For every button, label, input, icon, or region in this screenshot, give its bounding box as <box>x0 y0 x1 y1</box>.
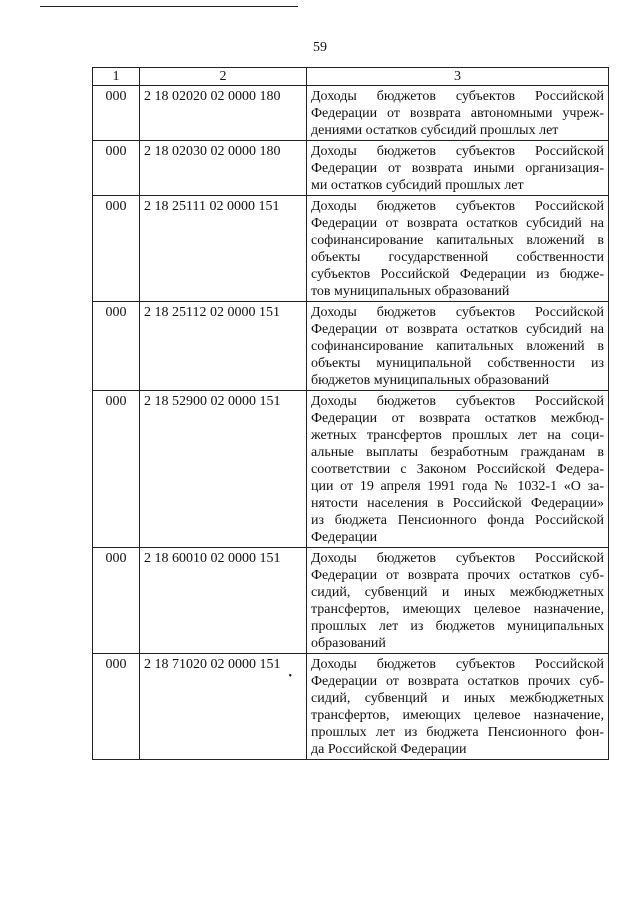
admin-code-cell: 000 <box>93 654 140 760</box>
description-line: Федерации от возврата остатков субсидий на <box>311 216 604 231</box>
classification-code-cell: 2 18 25112 02 0000 151 <box>140 302 307 391</box>
table-body <box>93 86 609 760</box>
description-line: альные выплаты безработным гражданам в <box>311 445 604 460</box>
description-line: Доходы бюджетов субъектов Российской <box>311 144 604 159</box>
description-line: Федерации от возврата остатков субсидий на <box>311 322 604 337</box>
description-cell <box>307 86 609 141</box>
description-line: сидий, субвенций и иных межбюджетных <box>311 691 604 706</box>
classification-code-cell: 2 18 60010 02 0000 151 <box>140 548 307 654</box>
description-line: Федерации <box>311 530 378 545</box>
dot-mark: • <box>288 671 292 682</box>
classification-code-text: 2 18 71020 02 0000 151 <box>144 657 281 672</box>
page-number: 59 <box>313 40 327 55</box>
description-cell <box>307 391 609 548</box>
description-line: нятости населения в Российской Федерации» <box>311 496 604 511</box>
admin-code-cell: 000 <box>93 548 140 654</box>
classification-code-cell: 2 18 52900 02 0000 151 <box>140 391 307 548</box>
description-line: софинансирование капитальных вложений в <box>311 233 604 248</box>
description-line: тов муниципальных образований <box>311 284 510 299</box>
admin-code-cell: 000 <box>93 196 140 302</box>
description-line: ции от 19 апреля 1991 года № 1032-1 «О за- <box>311 479 604 494</box>
description-line: Федерации от возврата прочих остатков суб- <box>311 568 604 583</box>
description-line: прошлых лет из бюджета Пенсионного фон- <box>311 725 604 740</box>
column-header-2: 2 <box>140 68 307 86</box>
description-line: трансфертов, имеющих целевое назначение, <box>311 602 604 617</box>
table-row <box>93 548 609 654</box>
description-line: трансфертов, имеющих целевое назначение, <box>311 708 604 723</box>
description-line: сидий, субвенций и иных межбюджетных <box>311 585 604 600</box>
description-line: объекты муниципальной собственности из <box>311 356 604 371</box>
description-line: из бюджета Пенсионного фонда Российской <box>311 513 604 528</box>
column-header-3: 3 <box>307 68 609 86</box>
description-line: образований <box>311 636 386 651</box>
description-cell <box>307 548 609 654</box>
description-line: софинансирование капитальных вложений в <box>311 339 604 354</box>
classification-code-cell: 2 18 25111 02 0000 151 <box>140 196 307 302</box>
description-cell <box>307 196 609 302</box>
description-line: Доходы бюджетов субъектов Российской <box>311 394 604 409</box>
table-row <box>93 654 609 760</box>
description-line: Доходы бюджетов субъектов Российской <box>311 89 604 104</box>
description-line: Федерации от возврата автономными учреж- <box>311 106 604 121</box>
description-cell <box>307 141 609 196</box>
description-line: Федерации от возврата остатков прочих суб- <box>311 674 604 689</box>
table-header-row <box>93 68 609 86</box>
admin-code-cell: 000 <box>93 391 140 548</box>
table-row <box>93 196 609 302</box>
table-row <box>93 302 609 391</box>
table-row <box>93 86 609 141</box>
budget-classification-table <box>92 67 609 760</box>
description-line: субъектов Российской Федерации из бюдже- <box>311 267 604 282</box>
admin-code-cell: 000 <box>93 302 140 391</box>
description-cell <box>307 302 609 391</box>
table-row <box>93 141 609 196</box>
description-line: бюджетов муниципальных образований <box>311 373 550 388</box>
classification-code-cell: 2 18 02020 02 0000 180 <box>140 86 307 141</box>
classification-code-cell: 2 18 02030 02 0000 180 <box>140 141 307 196</box>
description-line: жетных трансфертов прошлых лет на соци- <box>311 428 604 443</box>
description-line: дениями остатков субсидий прошлых лет <box>311 123 559 138</box>
description-line: объекты государственной собственности <box>311 250 604 265</box>
description-line: Доходы бюджетов субъектов Российской <box>311 305 604 320</box>
description-line: Доходы бюджетов субъектов Российской <box>311 199 604 214</box>
description-cell <box>307 654 609 760</box>
description-line: Федерации от возврата иными организация- <box>311 161 604 176</box>
admin-code-cell: 000 <box>93 86 140 141</box>
description-line: соответствии с Законом Российской Федера- <box>311 462 604 477</box>
description-line: ми остатков субсидий прошлых лет <box>311 178 524 193</box>
description-line: да Российской Федерации <box>311 742 467 757</box>
description-line: Доходы бюджетов субъектов Российской <box>311 551 604 566</box>
column-header-1: 1 <box>93 68 140 86</box>
description-line: Федерации от возврата остатков межбюд- <box>311 411 604 426</box>
top-rule <box>40 6 298 7</box>
description-line: прошлых лет из бюджетов муниципальных <box>311 619 604 634</box>
admin-code-cell: 000 <box>93 141 140 196</box>
classification-code-cell <box>140 654 307 760</box>
table-row <box>93 391 609 548</box>
description-line: Доходы бюджетов субъектов Российской <box>311 657 604 672</box>
